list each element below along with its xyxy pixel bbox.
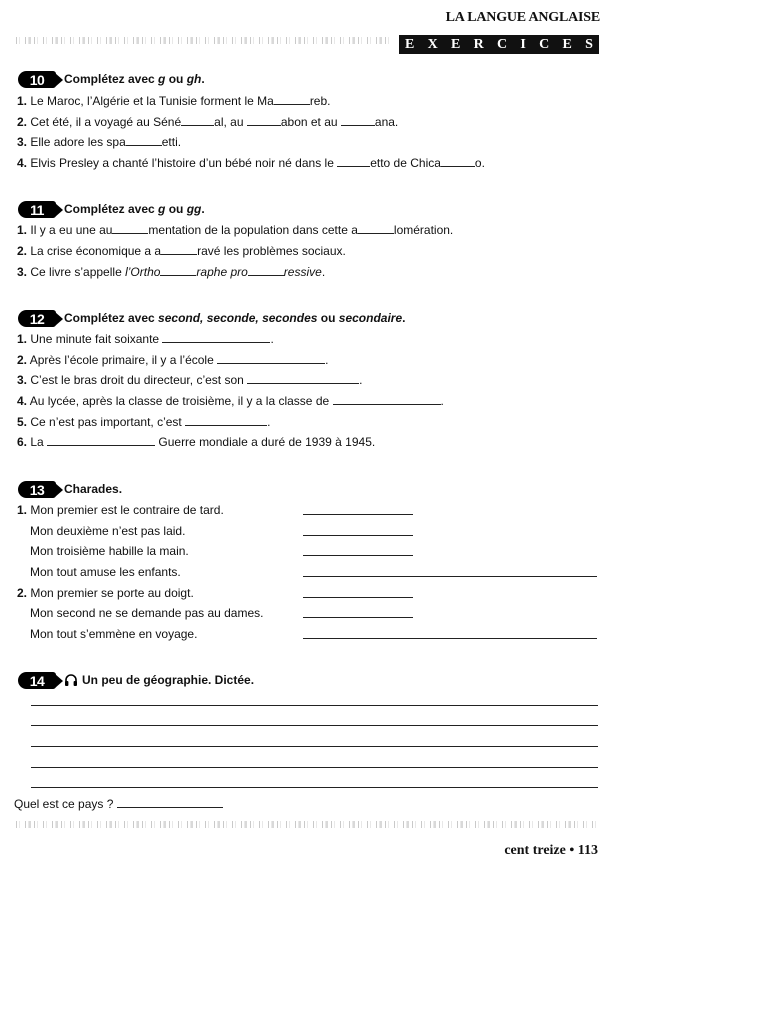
exercise-item: 5. Ce n’est pas important, c’est .	[17, 415, 271, 429]
answer-blank[interactable]	[217, 353, 325, 364]
answer-blank[interactable]	[358, 223, 394, 234]
banner-letter: R	[473, 36, 484, 52]
charade-line: Mon tout s’emmène en voyage.	[30, 627, 198, 641]
print-noise-strip	[16, 37, 394, 44]
charade-line: Mon troisième habille la main.	[30, 544, 189, 558]
answer-line[interactable]	[303, 617, 413, 618]
page-header-title: LA LANGUE ANGLAISE	[445, 10, 600, 25]
exercise-item: 3. Ce livre s’appelle l’Ortho raphe pro ressive.	[17, 265, 326, 279]
answer-blank[interactable]	[441, 156, 475, 167]
answer-line[interactable]	[303, 638, 597, 639]
charade-line: Mon second ne se demande pas au dames.	[30, 606, 264, 620]
answer-line[interactable]	[303, 555, 413, 556]
exercise-instruction: Complétez avec g ou gg.	[64, 202, 205, 216]
exercise-number-badge: 12	[18, 310, 56, 327]
page-number: cent treize • 113	[504, 843, 598, 858]
exercise-item: 3. C’est le bras droit du directeur, c’est son .	[17, 373, 363, 387]
exercise-number-badge: 13	[18, 481, 56, 498]
exercise-item: 3. Elle adore les spa etti.	[17, 135, 182, 149]
exercise-item: 1. Une minute fait soixante .	[17, 332, 274, 346]
exercise-item: 4. Au lycée, après la classe de troisième, il y a la classe de .	[17, 394, 444, 408]
answer-line[interactable]	[303, 535, 413, 536]
answer-blank[interactable]	[47, 435, 155, 446]
banner-letter: C	[539, 36, 550, 52]
answer-blank[interactable]	[117, 797, 223, 808]
exercise-item: 2. Cet été, il a voyagé au Séné al, au abon et au ana.	[17, 115, 399, 129]
banner-letter: X	[427, 36, 438, 52]
answer-blank[interactable]	[112, 223, 148, 234]
dictation-line[interactable]	[31, 725, 598, 726]
country-question: Quel est ce pays ?	[14, 797, 223, 811]
answer-line[interactable]	[303, 597, 413, 598]
answer-blank[interactable]	[247, 373, 359, 384]
banner-letter: S	[585, 36, 593, 52]
answer-blank[interactable]	[341, 115, 375, 126]
dictation-line[interactable]	[31, 746, 598, 747]
answer-blank[interactable]	[248, 265, 284, 276]
banner-letter: E	[562, 36, 572, 52]
charade-line: 1. Mon premier est le contraire de tard.	[17, 503, 224, 517]
dictation-line[interactable]	[31, 767, 598, 768]
answer-line[interactable]	[303, 576, 597, 577]
answer-blank[interactable]	[161, 244, 197, 255]
exercise-instruction: Complétez avec second, seconde, secondes ou secondaire.	[64, 311, 406, 325]
exercise-item: 4. Elvis Presley a chanté l’histoire d’un bébé noir né dans le etto de Chica o.	[17, 156, 485, 170]
dictation-line[interactable]	[31, 787, 598, 788]
dictation-line[interactable]	[31, 705, 598, 706]
banner-letter: E	[451, 36, 461, 52]
exercise-number-badge: 11	[18, 201, 56, 218]
exercise-number-badge: 14	[18, 672, 56, 689]
exercise-item: 1. Il y a eu une au mentation de la population dans cette a lomération.	[17, 223, 454, 237]
exercise-item: 6. La Guerre mondiale a duré de 1939 à 1945.	[17, 435, 376, 449]
exercise-instruction: Charades.	[64, 482, 123, 496]
exercise-instruction: Un peu de géographie. Dictée.	[64, 673, 254, 687]
exercise-item: 2. Après l’école primaire, il y a l’école .	[17, 353, 329, 367]
answer-blank[interactable]	[247, 115, 281, 126]
charade-line: Mon tout amuse les enfants.	[30, 565, 181, 579]
answer-blank[interactable]	[126, 135, 162, 146]
answer-blank[interactable]	[274, 94, 310, 105]
answer-blank[interactable]	[185, 415, 267, 426]
banner-letter: I	[520, 36, 526, 52]
banner-letter: E	[405, 36, 415, 52]
exercise-item: 1. Le Maroc, l’Algérie et la Tunisie forment le Ma reb.	[17, 94, 331, 108]
exercise-number-badge: 10	[18, 71, 56, 88]
charade-line: Mon deuxième n’est pas laid.	[30, 524, 186, 538]
answer-blank[interactable]	[181, 115, 214, 126]
exercise-item: 2. La crise économique a a ravé les problèmes sociaux.	[17, 244, 346, 258]
answer-line[interactable]	[303, 514, 413, 515]
exercise-instruction: Complétez avec g ou gh.	[64, 72, 205, 86]
answer-blank[interactable]	[160, 265, 196, 276]
exercices-banner	[399, 35, 599, 54]
answer-blank[interactable]	[162, 332, 270, 343]
banner-letter: C	[497, 36, 508, 52]
charade-line: 2. Mon premier se porte au doigt.	[17, 586, 194, 600]
headphones-icon	[64, 674, 78, 687]
answer-blank[interactable]	[337, 156, 370, 167]
print-noise-strip	[16, 821, 596, 828]
answer-blank[interactable]	[333, 394, 441, 405]
